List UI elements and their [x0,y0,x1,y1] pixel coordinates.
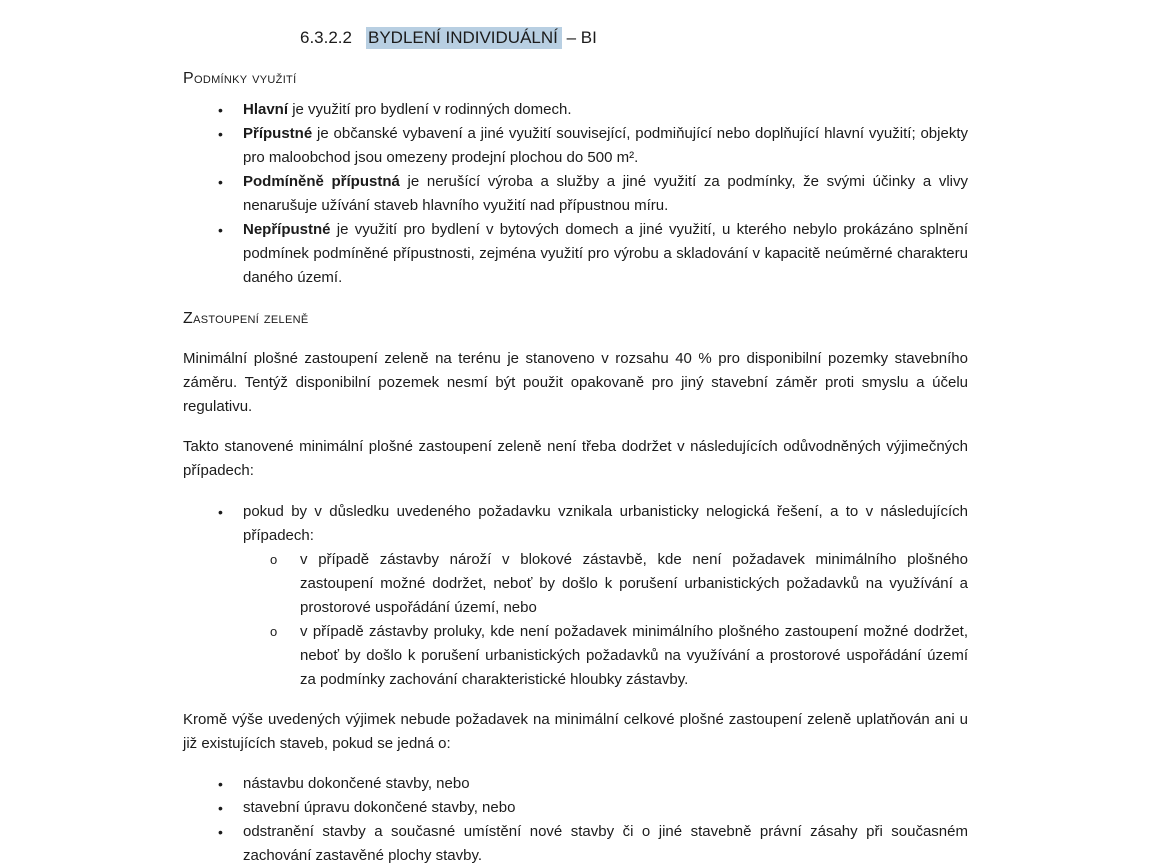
list-item [183,122,968,170]
list-item-term: Přípustné [243,125,313,142]
circle-bullet-marker: o [270,552,278,567]
bullet-marker: • [218,824,223,840]
list-item [183,500,968,548]
section-title-greenery: Zastoupení zeleně [183,310,309,327]
bullet-marker: • [218,504,223,520]
bullet-marker: • [218,126,223,142]
sub-list-item [183,620,968,692]
chapter-heading [300,0,968,50]
chapter-title-suffix: – BI [566,28,597,47]
bullet-marker: • [218,222,223,238]
list-item-term: Hlavní [243,101,289,118]
circle-bullet-marker: o [270,624,278,639]
list-item-text: pokud by v důsledku uvedeného požadavku vznikala urbanisticky nelogická řešení, a to v následujících případech: [243,503,968,544]
list-item-term: Podmíněně přípustná [243,173,400,190]
bullet-marker: • [218,800,223,816]
chapter-title-highlighted: BYDLENÍ INDIVIDUÁLNÍ [366,27,562,49]
list-item-text: stavební úpravu dokončené stavby, nebo [243,799,516,816]
paragraph: Kromě výše uvedených výjimek nebude požadavek na minimální celkové plošné zastoupení zeleně uplatňován ani u již existujících staveb, pokud se jedná o: [183,711,968,752]
sub-list-item-text: v případě zástavby nároží v blokové zástavbě, kde není požadavek minimálního plošného zastoupení možné dodržet, neboť by došlo k porušení urbanistických požadavků na využívání a prostorové uspořádání území, nebo [300,551,968,616]
list-item [183,772,968,796]
sub-list-item [183,548,968,620]
list-item-text: Přípustné je občanské vybavení a jiné využití související, podmiňující nebo doplňující hlavní využití; objekty pro maloobchod jsou omezeny prodejní plochou do 500 m². [243,125,968,166]
list-item-term: Nepřípustné [243,221,331,238]
usage-conditions-list [183,98,968,290]
list-item [183,170,968,218]
closing-list [183,772,968,868]
sub-list-item-text: v případě zástavby proluky, kde není požadavek minimálního plošného zastoupení možné dodržet, neboť by došlo k porušení urbanistických požadavků na využívání a prostorové uspořádání území za podmínky zachování charakteristické hloubky zástavby. [300,623,968,688]
paragraph: Minimální plošné zastoupení zeleně na terénu je stanoveno v rozsahu 40 % pro disponibilní pozemky stavebního záměru. Tentýž disponibilní pozemek nesmí být použit opakovaně pro jiný stavební záměr proti smyslu a účelu regulativu. [183,350,968,415]
list-item [183,820,968,868]
list-item-text: nástavbu dokončené stavby, nebo [243,775,470,792]
list-item-text: Nepřípustné je využití pro bydlení v bytových domech a jiné využití, u kterého nebylo prokázáno splnění podmínek podmíněné přípustnosti, zejména využití pro výrobu a skladování v kapacitě neúměrné charakteru daného území. [243,221,969,286]
list-item-text: Podmíněně přípustná je nerušící výroba a služby a jiné využití za podmínky, že svými účinky a vlivy nenarušuje užívání staveb hlavního využití nad přípustnou míru. [243,173,968,214]
paragraph: Takto stanovené minimální plošné zastoupení zeleně není třeba dodržet v následujících odůvodněných výjimečných případech: [183,438,968,479]
bullet-marker: • [218,174,223,190]
document-body [183,0,968,868]
exceptions-list [183,500,968,692]
section-title-usage-conditions: Podmínky využití [183,70,297,87]
list-item [183,98,968,122]
bullet-marker: • [218,102,223,118]
chapter-number: 6.3.2.2 [300,28,352,47]
list-item-text: odstranění stavby a současné umístění nové stavby či o jiné stavebně právní zásahy při současném zachování zastavěné plochy stavby. [243,823,968,864]
list-item-text: Hlavní je využití pro bydlení v rodinných domech. [243,101,572,118]
bullet-marker: • [218,776,223,792]
list-item [183,218,968,290]
